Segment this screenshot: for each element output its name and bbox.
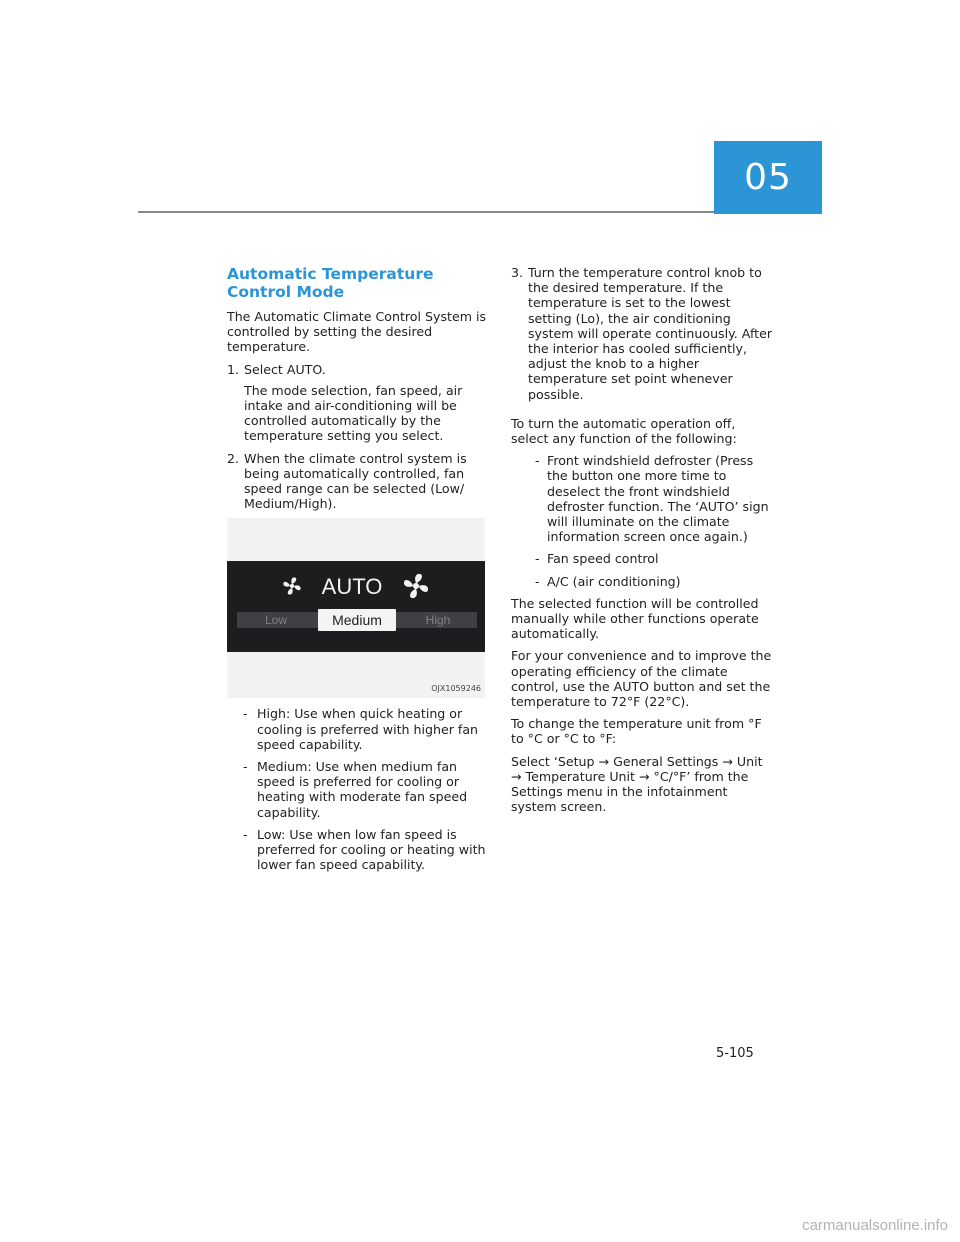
figure-code: OJX1059246 <box>431 684 481 694</box>
manual-paragraph: The selected function will be controlled manually while other functions operate automatically. <box>511 595 759 642</box>
fan-small-icon <box>282 576 302 596</box>
off-item-text: Fan speed control <box>547 551 659 567</box>
step-1-detail: The mode selection, fan speed, air intake and air-conditioning will be controlled automatically by the temperature setting you select. <box>244 382 463 444</box>
off-item-ac: - A/C (air conditioning) <box>511 574 773 589</box>
speed-low-option[interactable]: Low <box>264 613 287 628</box>
unit-steps-paragraph: Select ‘Setup → General Settings → Unit → Temperature Unit → °C/°F’ from the Settings menu in the infotainment system screen. <box>511 753 763 815</box>
header-rule <box>138 211 714 213</box>
step-3 <box>511 265 773 402</box>
bullet-medium: - Medium: Use when medium fan speed is preferred for cooling or heating with moderate fan speed capability. <box>227 759 489 820</box>
chapter-tab: 05 <box>714 141 822 214</box>
unit-change-paragraph: To change the temperature unit from °F to °C or °C to °F: <box>511 716 762 747</box>
fan-large-icon <box>402 572 430 600</box>
off-item-fan-speed: - Fan speed control <box>511 551 773 566</box>
climate-display-figure <box>227 518 485 698</box>
speed-medium-option[interactable]: Medium <box>318 609 396 631</box>
step-2-text: When the climate control system is being automatically controlled, fan speed range can be selected (Low/ Medium/High). <box>244 450 467 512</box>
bullet-text: Low: Use when low fan speed is preferred for cooling or heating with lower fan speed capability. <box>257 826 486 873</box>
right-column <box>511 265 773 822</box>
step-number: 2. <box>227 450 240 466</box>
auto-off-intro: To turn the automatic operation off, select any function of the following: <box>511 415 737 447</box>
step-1-text: Select AUTO. <box>244 361 326 377</box>
step-2 <box>227 451 489 512</box>
step-1 <box>227 362 489 444</box>
auto-row <box>227 567 485 605</box>
watermark: carmanualsonline.info <box>802 1217 948 1234</box>
bullet-low: - Low: Use when low fan speed is preferred for cooling or heating with lower fan speed capability. <box>227 827 489 873</box>
step-number: 1. <box>227 361 240 377</box>
convenience-paragraph: For your convenience and to improve the operating efficiency of the climate control, use the AUTO button and set the temperature to 72°F (22°C). <box>511 648 772 710</box>
section-heading: Automatic Temperature Control Mode <box>227 265 434 301</box>
left-column <box>227 265 489 879</box>
fan-speed-selector <box>237 612 477 628</box>
off-item-text: Front windshield defroster (Press the button one more time to deselect the front windshield defroster function. The ‘AUTO’ sign will illuminate on the climate information screen once again.) <box>547 453 769 545</box>
bullet-text: High: Use when quick heating or cooling is preferred with higher fan speed capability. <box>257 706 479 752</box>
off-item-defroster: - Front windshield defroster (Press the button one more time to deselect the front windshield defroster function. The ‘AUTO’ sign will illuminate on the climate information screen once again.) <box>511 453 773 544</box>
page-number: 5-105 <box>716 1046 754 1061</box>
bullet-high: - High: Use when quick heating or cooling is preferred with higher fan speed capability. <box>227 706 489 752</box>
speed-high-option[interactable]: High <box>425 613 451 628</box>
bullet-text: Medium: Use when medium fan speed is preferred for cooling or heating with moderate fan speed capability. <box>257 759 468 820</box>
off-item-text: A/C (air conditioning) <box>547 573 681 589</box>
step-3-text: Turn the temperature control knob to the desired temperature. If the temperature is set to the lowest setting (Lo), the air conditioning system will operate continuously. After the interior has cooled sufficiently, adjust the knob to a higher temperature set point whenever possible. <box>528 265 773 402</box>
step-number: 3. <box>511 265 524 280</box>
auto-label: AUTO <box>321 573 383 599</box>
climate-screen <box>227 561 485 652</box>
intro-paragraph: The Automatic Climate Control System is controlled by setting the desired temperature. <box>227 309 487 355</box>
